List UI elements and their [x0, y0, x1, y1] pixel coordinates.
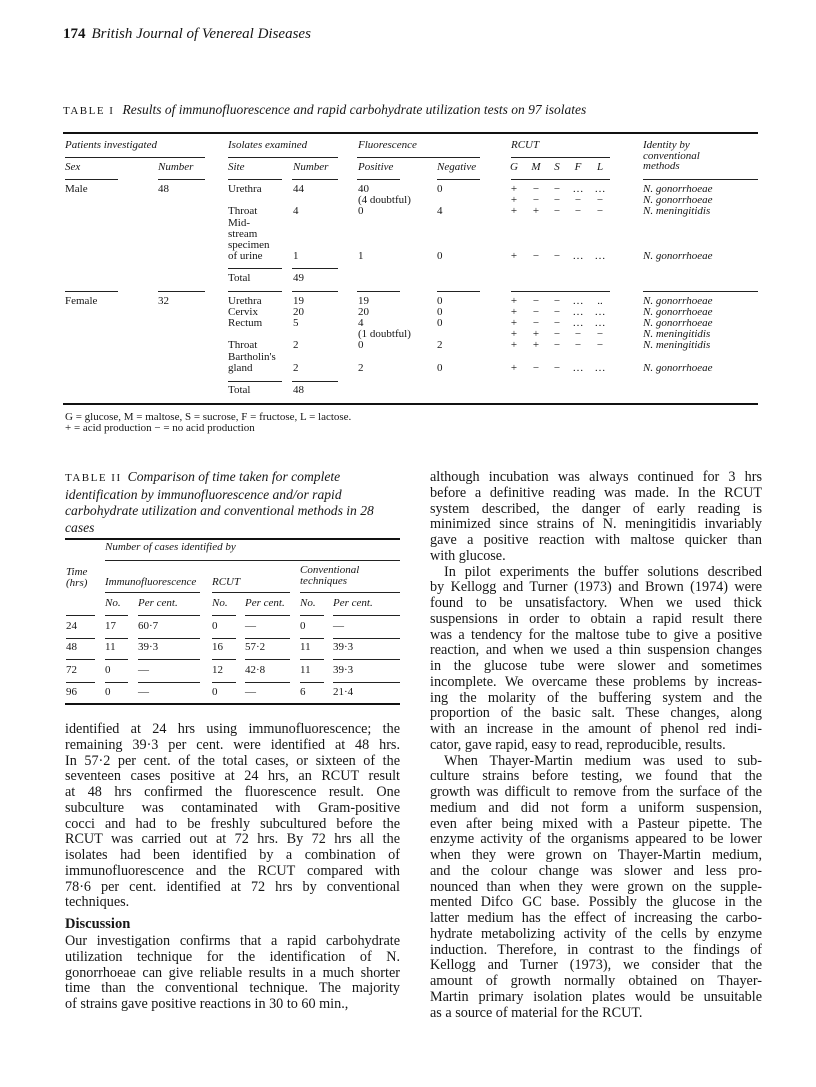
text-line: suspensions in order to obtain a rapid result there — [430, 611, 762, 627]
cell-rcut: − — [532, 295, 540, 307]
header-patients: Patients investigated — [65, 139, 157, 151]
table2-caption — [65, 469, 400, 536]
cell-rcut: − — [574, 205, 582, 217]
cell-positive: 0 — [358, 339, 364, 351]
table-rule — [212, 592, 290, 593]
table-rule — [212, 615, 236, 616]
table-rule — [138, 682, 200, 683]
table-rule — [65, 538, 400, 540]
text-line: When Thayer-Martin medium was used to sub- — [444, 753, 762, 769]
cell-identity: N. gonorrhoeae — [643, 295, 713, 307]
cell-value: 39·3 — [333, 641, 354, 653]
table-rule — [245, 638, 290, 639]
cell-value: 17 — [105, 620, 116, 632]
cell-rcut: + — [532, 339, 540, 351]
section-heading-discussion: Discussion — [65, 916, 131, 932]
cell-site-number: 1 — [293, 250, 299, 262]
text-line: immunofluorescence and the RCUT compared with — [65, 863, 400, 879]
cell-rcut: − — [596, 205, 604, 217]
cell-site: of urine — [228, 250, 263, 262]
text-line: induction. Therefore, in contrast to the findings of — [430, 942, 762, 958]
cell-value: 11 — [300, 664, 311, 676]
text-line: medium and did not form a uniform suspension, — [430, 800, 762, 816]
header-rcut-g: G — [510, 161, 518, 173]
table2-title: Comparison of time taken for complete identification by immunofluorescence and/or rapid carbohydrate utilization and conventional methods in 28 cases — [65, 469, 374, 535]
cell-time: 24 — [66, 620, 77, 632]
table-rule — [212, 682, 236, 683]
text-line: hydrate metabolizing activity of the cells by enzyme — [430, 926, 762, 942]
cell-rcut: − — [532, 250, 540, 262]
cell-site-number: 5 — [293, 317, 299, 329]
cell-site-number: 44 — [293, 183, 304, 195]
table-rule — [333, 659, 400, 660]
table-rule — [292, 291, 338, 292]
cell-value: 12 — [212, 664, 223, 676]
cell-value: 0 — [105, 664, 111, 676]
table-rule — [105, 592, 200, 593]
table-rule — [158, 179, 205, 180]
table-rule — [511, 291, 610, 292]
table-rule — [300, 638, 324, 639]
text-line: culture strains before testing, we found that the — [430, 769, 762, 785]
table-rule — [66, 638, 95, 639]
cell-rcut: … — [594, 306, 606, 318]
cell-rcut: … — [594, 317, 606, 329]
table-rule — [105, 638, 128, 639]
table-rule — [65, 291, 118, 292]
text-line: when they were grown on Thayer-Martin medium, — [430, 848, 762, 863]
cell-negative: 0 — [437, 362, 443, 374]
cell-site: Urethra — [228, 183, 262, 195]
table-rule — [228, 157, 338, 158]
cell-rcut: + — [510, 194, 518, 206]
cell-identity: N. gonorrhoeae — [643, 306, 713, 318]
text-line: Martin primary isolation plates would be unsuitable — [430, 989, 762, 1005]
text-line: found to be unsatisfactory. When we used thick — [430, 596, 762, 611]
cell-site: Total — [228, 272, 251, 284]
table-rule — [63, 403, 758, 405]
cell-site-number: 4 — [293, 205, 299, 217]
cell-negative: 2 — [437, 339, 443, 351]
table-rule — [65, 703, 400, 705]
cell-positive: 1 — [358, 250, 364, 262]
header-percent: Per cent. — [333, 597, 373, 609]
header-sex: Sex — [65, 161, 81, 173]
cell-time: 48 — [66, 641, 77, 653]
text-line: by Kellogg and Turner (1973) and Brown (1974) were — [430, 580, 762, 596]
cell-rcut: + — [510, 306, 518, 318]
cell-value: 0 — [300, 620, 306, 632]
table-rule — [245, 682, 290, 683]
cell-rcut: − — [532, 362, 540, 374]
table-rule — [511, 157, 610, 158]
table1-label: TABLE I — [63, 105, 115, 117]
cell-value: 39·3 — [333, 664, 354, 676]
left-column — [65, 722, 400, 1013]
text-line: mented Difco GC base. Possibly the glucose in the — [430, 895, 762, 911]
text-line: techniques. — [65, 895, 130, 911]
cell-rcut: … — [572, 317, 584, 329]
cell-rcut: − — [553, 250, 561, 262]
table-rule — [105, 615, 128, 616]
cell-negative: 0 — [437, 295, 443, 307]
cell-value: 60·7 — [138, 620, 159, 632]
cell-value: 57·2 — [245, 641, 266, 653]
header-rcut-l: L — [596, 161, 604, 173]
table-rule — [333, 638, 400, 639]
cell-site: Rectum — [228, 317, 263, 329]
table-rule — [105, 659, 128, 660]
cell-rcut: − — [553, 183, 561, 195]
header-rcut: RCUT — [212, 576, 241, 588]
header-percent: Per cent. — [138, 597, 178, 609]
text-line: even after being mixed with a Pasteur pipette. The — [430, 816, 762, 832]
cell-site: Throat — [228, 339, 258, 351]
text-line: ing the molarity of the buffering system and the — [430, 690, 762, 706]
table-rule — [228, 268, 282, 269]
cell-rcut: + — [532, 205, 540, 217]
cell-number: 48 — [158, 183, 169, 195]
cell-value: 39·3 — [138, 641, 159, 653]
text-line: isolates had been identified by a combination of — [65, 848, 400, 863]
table-rule — [437, 291, 480, 292]
text-line: cator, gave rapid, easy to read, reproducible, results. — [430, 737, 726, 753]
cell-site-number: 2 — [293, 339, 299, 351]
text-line: with an increase in the amount of phenol red indi- — [430, 722, 762, 737]
text-line: seventeen cases positive at 24 hrs, an RCUT result — [65, 769, 400, 785]
cell-rcut: − — [553, 205, 561, 217]
table-rule — [300, 682, 324, 683]
cell-identity: N. gonorrhoeae — [643, 194, 713, 206]
cell-negative: 0 — [437, 306, 443, 318]
table-rule — [228, 291, 282, 292]
cell-value: — — [138, 686, 149, 698]
cell-rcut: .. — [597, 295, 603, 307]
table-rule — [66, 659, 95, 660]
cell-site: gland — [228, 362, 253, 374]
header-time-unit: (hrs) — [66, 577, 88, 589]
table-rule — [292, 179, 338, 180]
text-line: Kellogg and Turner (1973), we consider that the — [430, 958, 762, 974]
table-rule — [138, 615, 200, 616]
cell-identity: N. meningitidis — [643, 205, 711, 217]
table-rule — [65, 179, 118, 180]
header-rcut: RCUT — [511, 139, 540, 151]
table-rule — [357, 157, 480, 158]
text-line: identified at 24 hrs using immunofluorescence; the — [65, 722, 400, 737]
cell-positive: 2 — [358, 362, 364, 374]
cell-rcut: … — [572, 183, 584, 195]
text-line: with glucose. — [430, 548, 506, 564]
cell-rcut: + — [532, 328, 540, 340]
text-line: utilization technique for the identification of N. — [65, 949, 400, 965]
table2-label: TABLE II — [65, 472, 122, 484]
cell-rcut: − — [532, 183, 540, 195]
table-rule — [66, 615, 95, 616]
header-negative: Negative — [437, 161, 477, 173]
text-line: 78·6 per cent. identified at 72 hrs by conventional — [65, 879, 400, 895]
cell-value: 0 — [212, 620, 218, 632]
text-line: as a source of material for the RCUT. — [430, 1005, 643, 1021]
cell-rcut: … — [594, 183, 606, 195]
cell-sex: Male — [65, 183, 88, 195]
cell-site-number: 19 — [293, 295, 304, 307]
header-rcut-s: S — [554, 161, 560, 173]
header-number: No. — [105, 597, 121, 609]
cell-rcut: − — [596, 194, 604, 206]
text-line: latter medium has the effect of increasing the carbo- — [430, 911, 762, 926]
cell-site: stream — [228, 228, 258, 240]
table-rule — [300, 659, 324, 660]
cell-site: Mid- — [228, 216, 250, 229]
cell-site-number: 48 — [293, 384, 304, 396]
text-line: reaction, and when we used a thin suspension changes — [430, 643, 762, 659]
header-rcut-m: M — [531, 161, 541, 173]
cell-site: Cervix — [228, 306, 258, 318]
cell-rcut: + — [510, 295, 518, 307]
cell-positive: 4 — [358, 317, 364, 329]
text-line: was a tendency for the maltose tube to give a positive — [430, 627, 762, 643]
header-conventional: Conventional techniques — [300, 564, 360, 587]
cell-positive: (4 doubtful) — [358, 194, 411, 206]
header-identity: conventional — [643, 149, 700, 162]
table-rule — [138, 659, 200, 660]
cell-rcut: … — [572, 295, 584, 307]
text-line: proportion of the basic salt. These changes, along — [430, 706, 762, 722]
cell-rcut: + — [510, 339, 518, 351]
cell-rcut: … — [572, 306, 584, 318]
header-isolates: Isolates examined — [228, 139, 308, 151]
cell-rcut: … — [594, 362, 606, 374]
table-rule — [643, 291, 758, 292]
table-rule — [228, 381, 282, 382]
table-rule — [357, 291, 400, 292]
cell-site-number: 49 — [293, 272, 304, 284]
header-positive: Positive — [358, 161, 394, 173]
cell-value: 11 — [105, 641, 116, 653]
cell-negative: 4 — [437, 205, 443, 217]
cell-site-number: 2 — [293, 362, 299, 374]
header-time: Time — [66, 566, 88, 578]
table-rule — [511, 179, 610, 180]
text-line: gave a positive reaction with maltose quicker than — [430, 533, 762, 548]
text-line: of strains gave positive reactions in 30 to 60 min., — [65, 997, 349, 1012]
running-header — [63, 26, 311, 43]
cell-positive: (1 doubtful) — [358, 328, 411, 340]
cell-value: — — [245, 620, 256, 632]
table1-footnote: + = acid production − = no acid production — [65, 422, 255, 434]
text-line: growth was difficult to remove from the surface of the — [430, 785, 762, 800]
cell-identity: N. meningitidis — [643, 328, 711, 340]
cell-site: specimen — [228, 239, 270, 251]
table-rule — [333, 615, 400, 616]
cell-value: 0 — [212, 686, 218, 698]
header-number: No. — [300, 597, 316, 609]
cell-site: Total — [228, 384, 251, 396]
cell-rcut: − — [553, 317, 561, 329]
cell-sex: Female — [65, 295, 98, 307]
cell-site: Urethra — [228, 295, 262, 307]
cell-value: 21·4 — [333, 686, 354, 698]
cell-value: 6 — [300, 686, 306, 698]
cell-rcut: − — [532, 306, 540, 318]
table-rule — [357, 179, 400, 180]
table-rule — [105, 560, 400, 561]
cell-rcut: + — [510, 205, 518, 217]
text-line: RCUT was carried out at 72 hrs. By 72 hrs all the — [65, 832, 400, 848]
text-line: enzyme activity of the organisms appeared to be lower — [430, 832, 762, 848]
table1-title: Results of immunofluorescence and rapid carbohydrate utilization tests on 97 isolates — [122, 102, 587, 117]
table-rule — [63, 132, 758, 134]
table-rule — [158, 291, 205, 292]
table-rule — [138, 638, 200, 639]
cell-rcut: − — [574, 328, 582, 340]
cell-negative: 0 — [437, 317, 443, 329]
table-rule — [643, 179, 758, 180]
text-line: although incubation was always continued for 3 hrs — [430, 470, 762, 485]
cell-site: Bartholin's — [228, 350, 276, 363]
text-line: before a definitive reading was made. In the RCUT — [430, 485, 762, 501]
table-rule — [300, 615, 324, 616]
header-immunofluorescence: Immunofluorescence — [105, 576, 197, 588]
text-line: cocci and had to be freshly subcultured before the — [65, 816, 400, 832]
cell-positive: 19 — [358, 295, 369, 307]
cell-rcut: − — [553, 328, 561, 340]
cell-rcut: … — [572, 250, 584, 262]
cell-identity: N. gonorrhoeae — [643, 317, 713, 329]
text-line: time than the conventional technique. The majority — [65, 981, 400, 997]
table-rule — [212, 638, 236, 639]
cell-site: Throat — [228, 205, 258, 217]
text-line: and the colour change was slower and less pro- — [430, 863, 762, 879]
cell-identity: N. gonorrhoeae — [643, 362, 713, 374]
cell-identity: N. meningitidis — [643, 339, 711, 351]
cell-rcut: − — [553, 362, 561, 374]
table-rule — [245, 615, 290, 616]
table-rule — [437, 179, 480, 180]
table-rule — [245, 659, 290, 660]
cell-rcut: + — [510, 362, 518, 374]
table-rule — [105, 682, 128, 683]
cell-rcut: − — [532, 194, 540, 206]
cell-time: 96 — [66, 686, 77, 698]
cell-rcut: + — [510, 183, 518, 195]
cell-value: — — [138, 664, 149, 676]
right-column — [430, 470, 762, 1021]
table-rule — [300, 592, 400, 593]
cell-rcut: − — [574, 339, 582, 351]
cell-negative: 0 — [437, 250, 443, 262]
cell-identity: N. gonorrhoeae — [643, 183, 713, 195]
header-fluorescence: Fluorescence — [358, 139, 417, 151]
cell-value: 11 — [300, 641, 311, 653]
cell-value: — — [333, 620, 344, 632]
text-line: incomplete. We overcame these problems by increas- — [430, 674, 762, 690]
table-rule — [212, 659, 236, 660]
text-line: minimized since strains of N. meningitidis invariably — [430, 517, 762, 533]
text-line: system described, the danger of early reading is — [430, 501, 762, 517]
spanner-header: Number of cases identified by — [105, 541, 236, 553]
table-rule — [292, 381, 338, 382]
cell-rcut: − — [596, 328, 604, 340]
cell-rcut: − — [553, 306, 561, 318]
cell-positive: 0 — [358, 205, 364, 217]
text-line: in the glucose tube were slower and sometimes — [430, 659, 762, 674]
cell-rcut: … — [572, 362, 584, 374]
cell-rcut: + — [510, 250, 518, 262]
cell-rcut: + — [510, 317, 518, 329]
text-line: In 57·2 per cent. of the total cases, or sixteen of the — [65, 753, 400, 769]
header-number: No. — [212, 597, 228, 609]
header-identity: Identity by — [643, 139, 690, 151]
text-line: amount of growth normally obtained on Thayer- — [430, 974, 762, 989]
cell-rcut: − — [596, 339, 604, 351]
header-identity: methods — [643, 160, 680, 172]
cell-rcut: − — [553, 339, 561, 351]
cell-time: 72 — [66, 664, 77, 676]
cell-positive: 20 — [358, 306, 369, 318]
cell-number: 32 — [158, 295, 169, 307]
table-rule — [65, 157, 205, 158]
header-site: Site — [228, 161, 245, 173]
table1-footnote: G = glucose, M = maltose, S = sucrose, F = fructose, L = lactose. — [65, 411, 352, 423]
table-rule — [292, 268, 338, 269]
cell-identity: N. gonorrhoeae — [643, 250, 713, 262]
header-site-number: Number — [293, 161, 329, 173]
cell-site-number: 20 — [293, 306, 304, 318]
table1-caption — [63, 102, 586, 118]
page-number: 174 — [63, 26, 86, 42]
cell-rcut: − — [553, 194, 561, 206]
journal-title: British Journal of Venereal Diseases — [91, 26, 311, 42]
table-rule — [66, 682, 95, 683]
text-line: gonorrhoeae can give reliable results in a much shorter — [65, 965, 400, 981]
cell-rcut: − — [574, 194, 582, 206]
text-line: at 48 hrs confirmed the fluorescence result. One — [65, 785, 400, 800]
table-rule — [228, 179, 282, 180]
cell-rcut: + — [510, 328, 518, 340]
cell-value: 0 — [105, 686, 111, 698]
cell-value: 16 — [212, 641, 223, 653]
cell-rcut: − — [553, 295, 561, 307]
cell-positive: 40 — [358, 183, 369, 195]
text-line: In pilot experiments the buffer solutions described — [444, 564, 762, 580]
text-line: remaining 39·3 per cent. were identified at 48 hrs. — [65, 737, 400, 753]
table-rule — [333, 682, 400, 683]
cell-rcut: … — [594, 250, 606, 262]
cell-value: — — [245, 686, 256, 698]
text-line: nounced than when they were grown on the supple- — [430, 879, 762, 895]
header-number: Number — [158, 161, 194, 173]
text-line: subculture was contaminated with Gram-positive — [65, 800, 400, 816]
text-line: Our investigation confirms that a rapid carbohydrate — [65, 934, 400, 949]
cell-negative: 0 — [437, 183, 443, 195]
header-rcut-f: F — [574, 161, 582, 173]
cell-rcut: − — [532, 317, 540, 329]
cell-value: 42·8 — [245, 664, 266, 676]
header-percent: Per cent. — [245, 597, 285, 609]
